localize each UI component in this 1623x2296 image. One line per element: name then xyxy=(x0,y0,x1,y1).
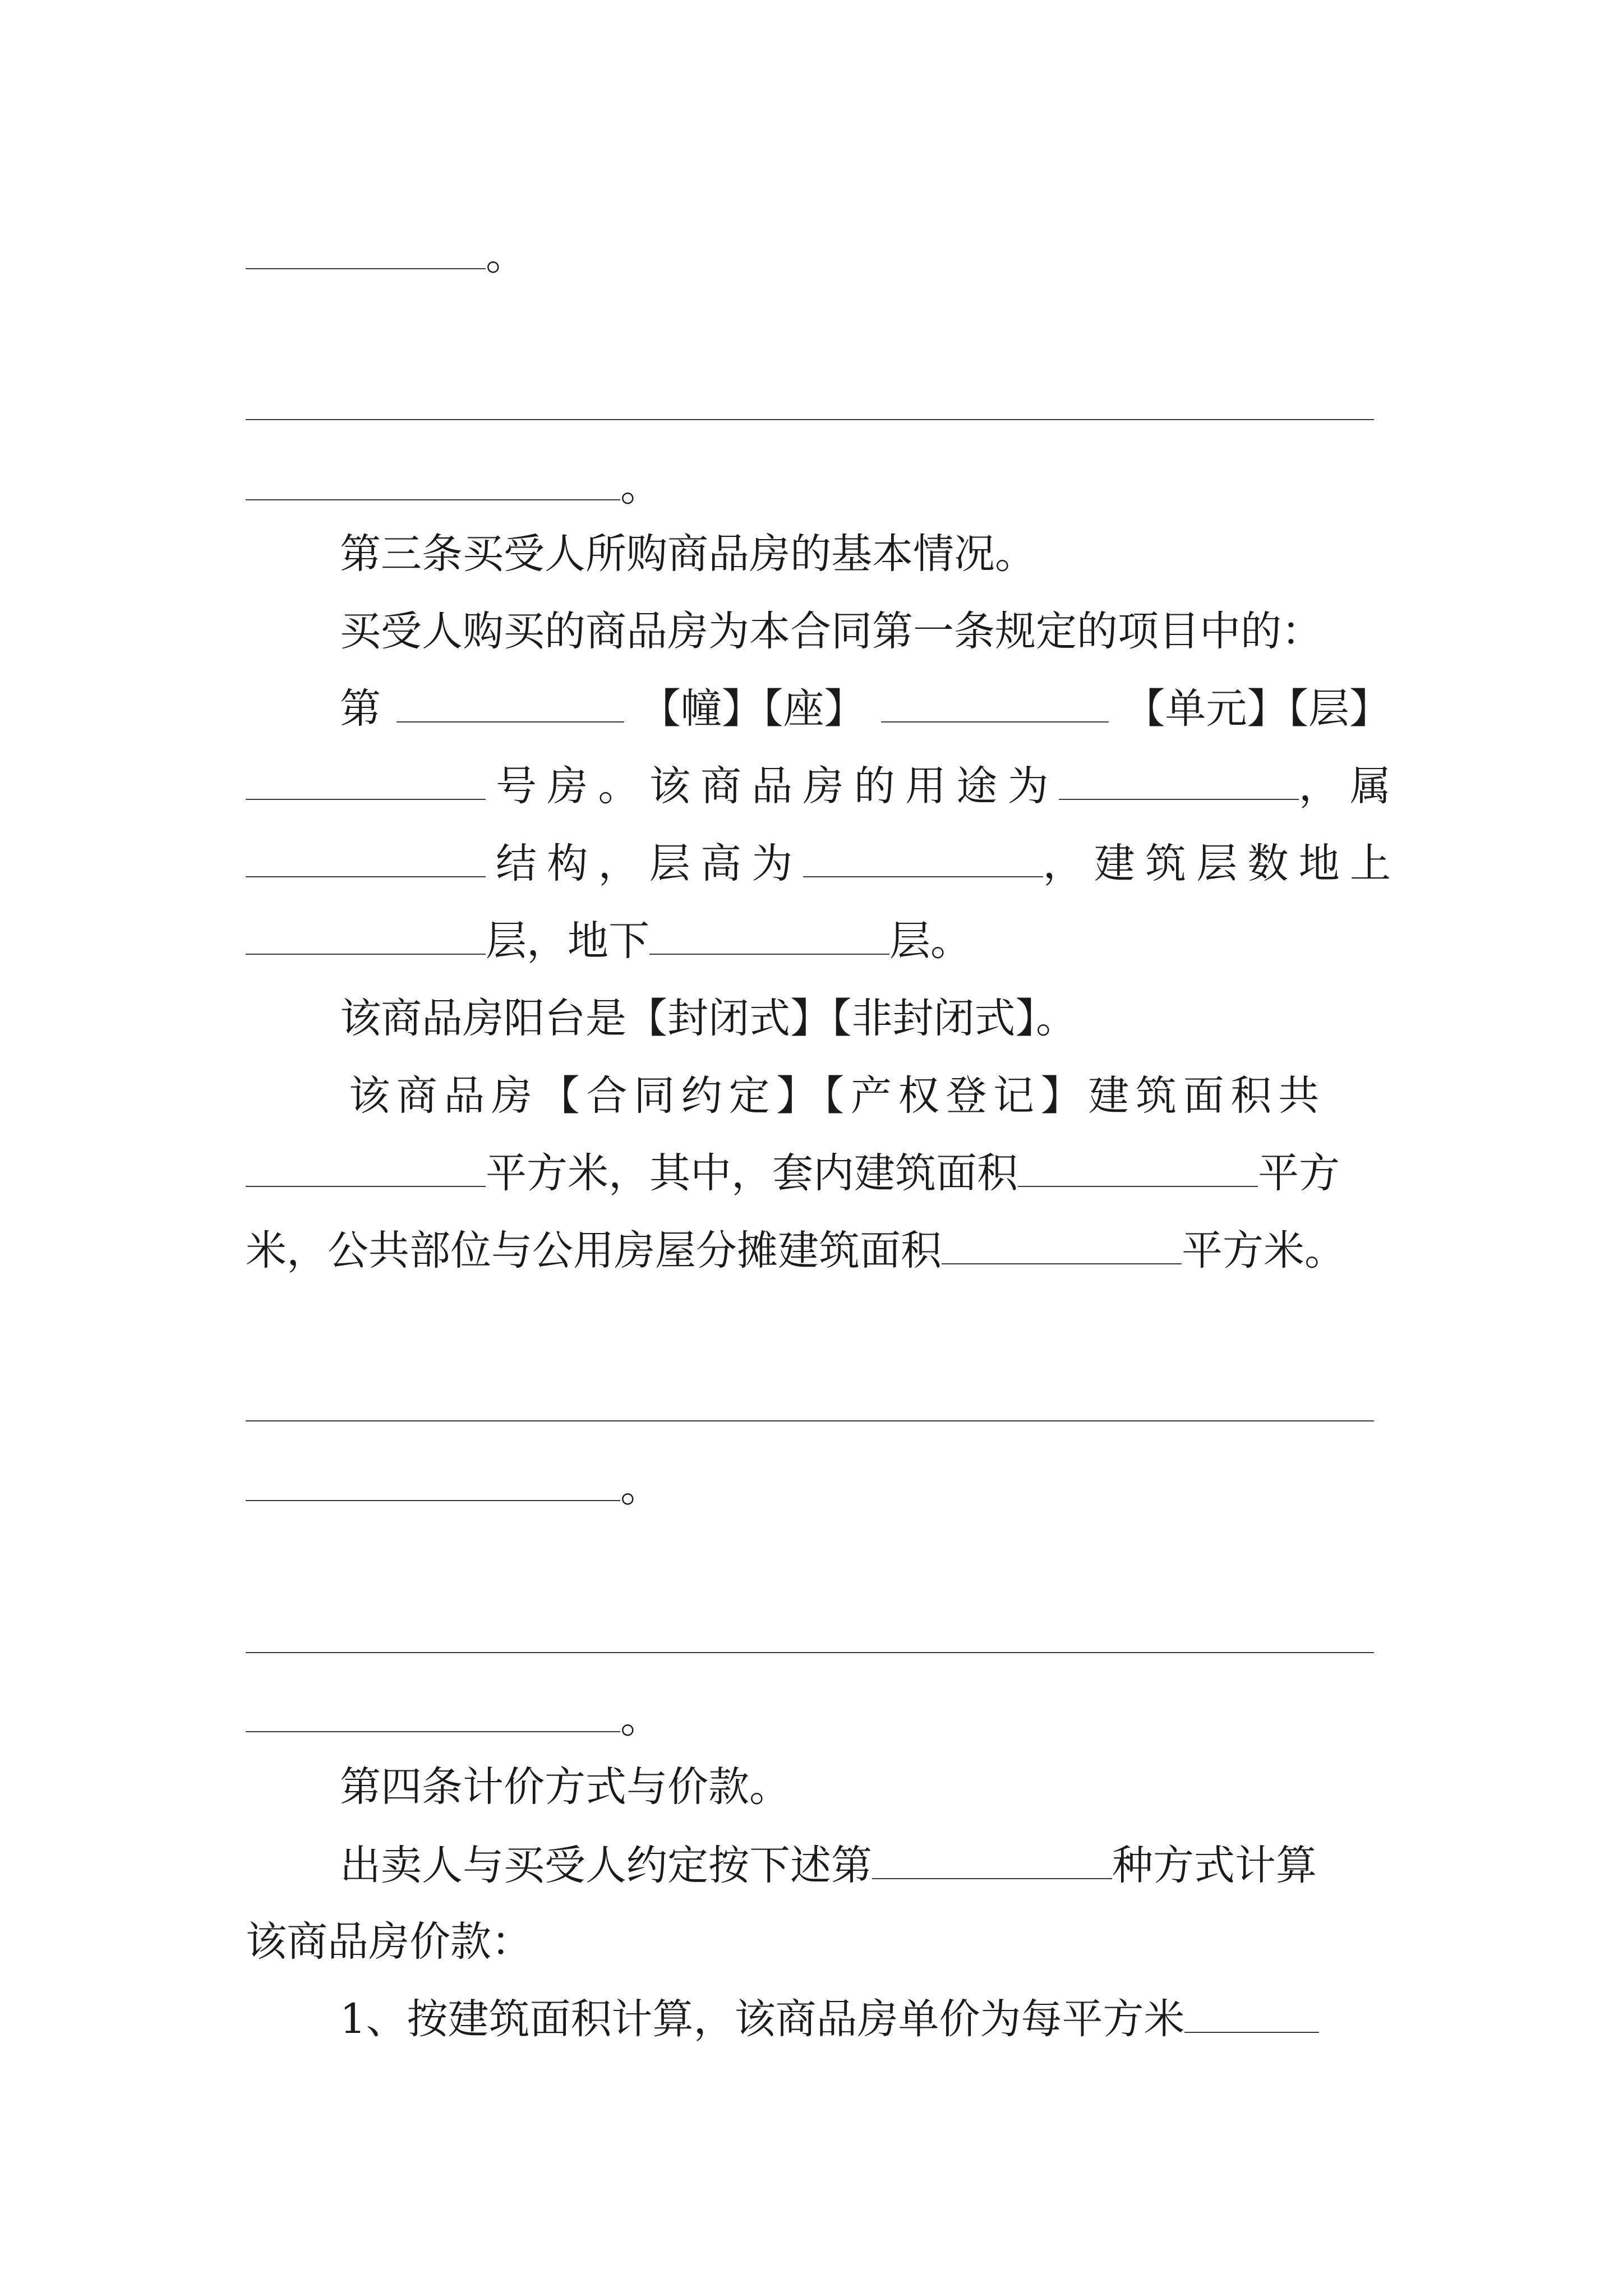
article-3-floors-line: 层，地下 层。 xyxy=(246,914,971,968)
article-3-structure-line: 结构，层高为 ，建筑层数地上 xyxy=(246,837,1401,891)
fill-line-3: 。 xyxy=(246,1461,661,1515)
blank-field[interactable] xyxy=(1059,763,1299,800)
long-fill-rule[interactable] xyxy=(246,1420,1374,1421)
article-3-heading: 第三条买受人所购商品房的基本情况。 xyxy=(340,530,1036,578)
blank-field[interactable] xyxy=(872,1842,1112,1879)
article-3-area-line-2: 平方米，其中，套内建筑面积 平方 xyxy=(246,1147,1340,1200)
article-3-paragraph: 买受人购买的商品房为本合同第一条规定的项目中的： xyxy=(340,608,1322,655)
blank-field[interactable] xyxy=(803,840,1043,877)
blank-field[interactable] xyxy=(396,685,624,723)
blank-field[interactable] xyxy=(246,763,486,800)
blank-field[interactable] xyxy=(246,918,486,955)
blank-field[interactable] xyxy=(246,1695,620,1732)
blank-field[interactable] xyxy=(1018,1150,1258,1187)
article-3-balcony: 该商品房阳台是【封闭式】【非封闭式】。 xyxy=(340,995,1077,1042)
article-4-item-1: 1、按建筑面积计算，该商品房单价为每平方米 xyxy=(340,1993,1319,2046)
article-3-room-line: 号房。该商品房的用途为 ，属 xyxy=(246,760,1401,813)
long-fill-rule[interactable] xyxy=(246,1652,1374,1653)
fill-line-2: 。 xyxy=(246,460,661,514)
article-3-building-line: 第 【幢】【座】 【单元】【层】 xyxy=(340,685,1390,733)
blank-field[interactable] xyxy=(1184,1996,1319,2033)
article-3-area-line-3: 米，公共部位与公用房屋分摊建筑面积 平方米。 xyxy=(246,1227,1345,1274)
blank-field[interactable] xyxy=(246,840,486,877)
article-3-area-line-1: 该商品房【合同约定】【产权登记】建筑面积共 xyxy=(349,1072,1326,1120)
article-4-heading: 第四条计价方式与价款。 xyxy=(340,1763,790,1811)
blank-field[interactable] xyxy=(942,1227,1182,1264)
article-4-paragraph: 出卖人与买受人约定按下述第 种方式计算 xyxy=(340,1842,1317,1889)
blank-field[interactable] xyxy=(246,463,620,500)
blank-field[interactable] xyxy=(246,1464,620,1501)
fill-line-4: 。 xyxy=(246,1692,661,1746)
fill-line-1: 。 xyxy=(246,229,527,283)
blank-field[interactable] xyxy=(881,685,1109,723)
blank-field[interactable] xyxy=(649,918,889,955)
long-fill-rule[interactable] xyxy=(246,419,1374,420)
article-4-paragraph-cont: 该商品房价款： xyxy=(246,1918,532,1966)
blank-field[interactable] xyxy=(246,1150,486,1187)
blank-field[interactable] xyxy=(246,232,486,269)
